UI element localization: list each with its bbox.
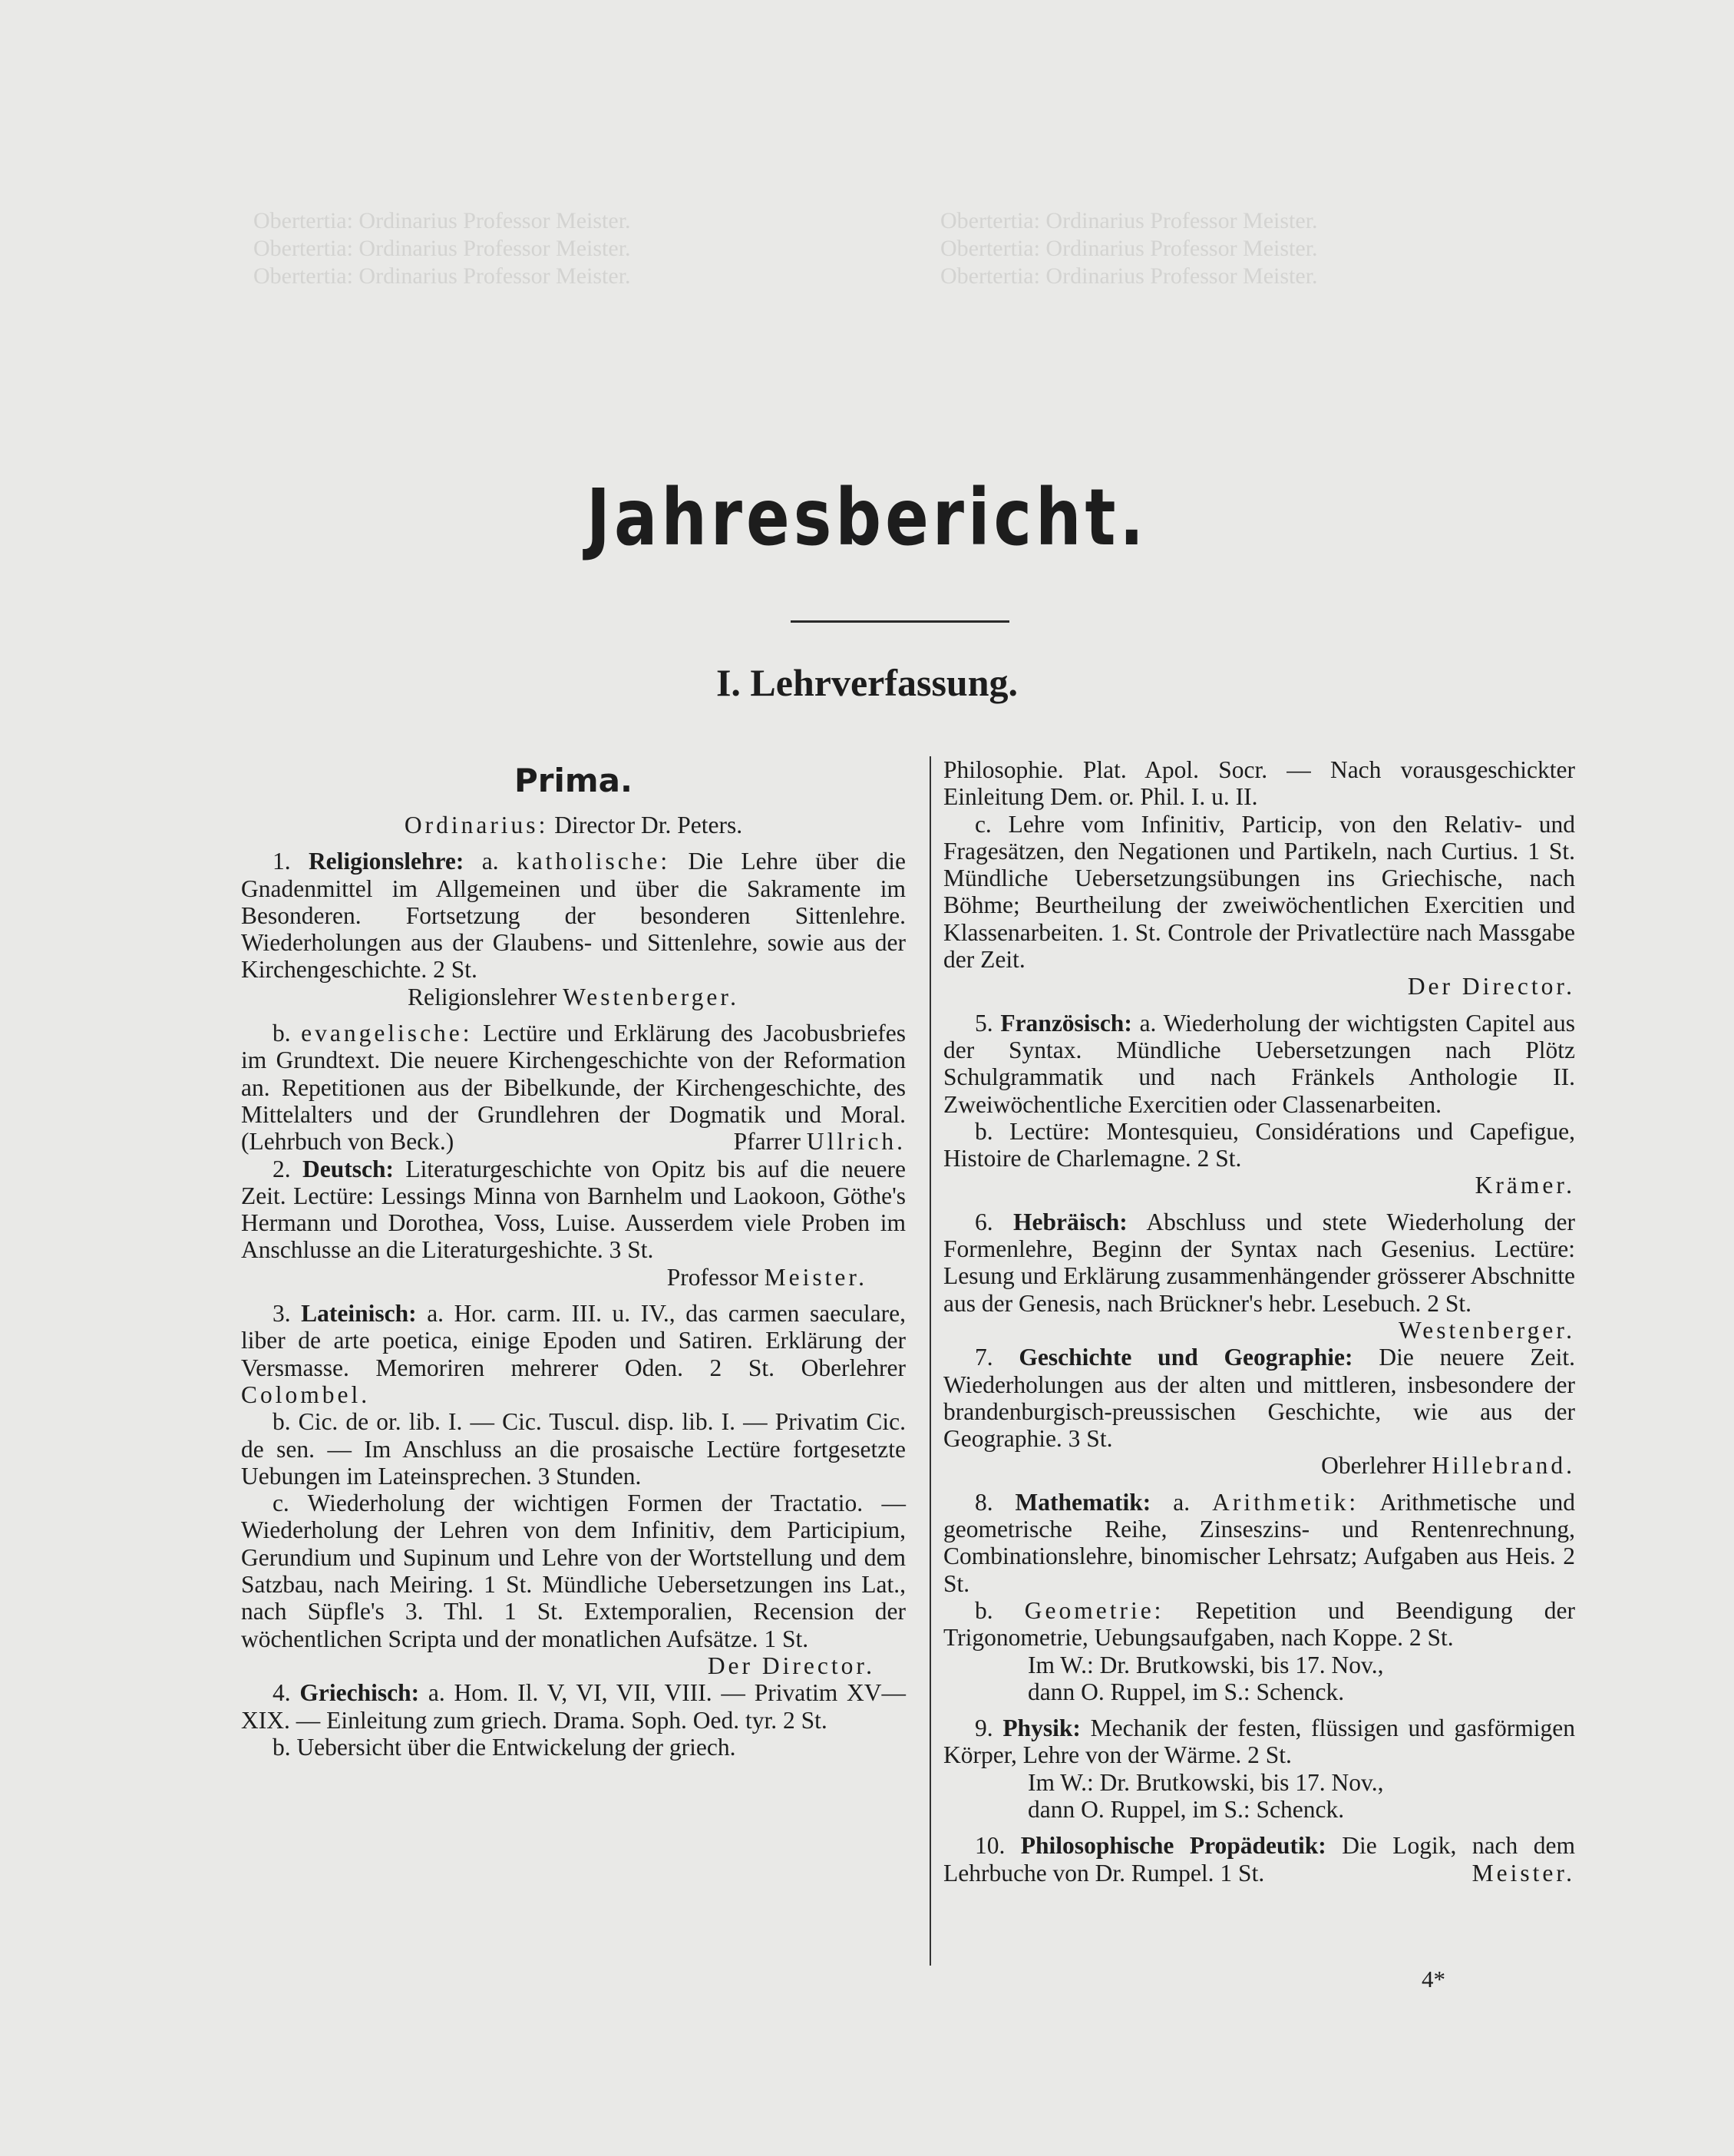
subject-text: Lectüre und Erklärung des Jacobusbriefes im Grundtext. Die neuere Kirchengeschichte von der Reformation an. Repetitionen aus der Bibelkunde, der Kirchengeschichte, des Mittelalters und der Grundlehren der Dogmatik und Moral. (Lehrbuch von Beck.) bbox=[241, 1020, 907, 1156]
bleed-through-right bbox=[940, 207, 1554, 290]
subject-religion-evangelical bbox=[241, 1020, 906, 1155]
teacher-line bbox=[241, 1264, 906, 1291]
item-letter: b. bbox=[974, 1596, 993, 1624]
teacher-name: Meister. bbox=[1471, 1859, 1575, 1886]
teacher-name: Ullrich. bbox=[806, 1128, 906, 1156]
item-number: 5. bbox=[974, 1009, 993, 1037]
item-letter: b. bbox=[272, 1020, 291, 1047]
subject-greek bbox=[241, 1679, 906, 1734]
subject-name: Hebräisch: bbox=[1012, 1208, 1128, 1235]
teacher-name: Der Director. bbox=[1407, 973, 1575, 1000]
subject-text: a. Wiederholung der wichtigsten Capitel aus der Syntax. Mündliche Uebersetzungen nach Plötz Schulgrammatik und nach Fränkels Anthologie II. Zweiwöchentliche Exercitien oder Classenarbeiten. bbox=[943, 1009, 1575, 1118]
item-number: 9. bbox=[974, 1715, 993, 1742]
item-number: 4. bbox=[272, 1679, 291, 1707]
subject-name: Religionslehre: bbox=[308, 848, 464, 875]
subject-name: Deutsch: bbox=[302, 1155, 394, 1182]
teacher-line bbox=[943, 973, 1575, 1000]
subject-name: Griechisch: bbox=[299, 1679, 420, 1707]
teacher-prefix: Religionslehrer bbox=[407, 983, 557, 1010]
subject-text: Die neuere Zeit. Wiederholungen aus der alten und mittleren, insbesondere der brandenburgisch-preussischen Geschichte, wie aus der Geographie. 3 St. bbox=[943, 1344, 1576, 1453]
subject-name: Lateinisch: bbox=[301, 1300, 417, 1328]
subject-text: Die Logik, nach dem Lehrbuche von Dr. Rumpel. 1 St. bbox=[943, 1832, 1576, 1886]
subject-name: Philosophische Propädeutik: bbox=[1020, 1832, 1326, 1860]
greek-continuation: Philosophie. Plat. Apol. Socr. — Nach vorausgeschickter Einleitung Dem. or. Phil. I. u. II. bbox=[943, 756, 1575, 811]
subsection-label: Arithmetik: bbox=[1212, 1488, 1359, 1516]
item-number: 10. bbox=[974, 1832, 1006, 1860]
bleed-through-left bbox=[253, 207, 883, 290]
teacher-name: Meister. bbox=[764, 1263, 867, 1291]
subject-text: a. Hom. Il. V, VI, VII, VIII. — Privatim XV—XIX. — Einleitung zum griech. Drama. Soph. Oed. tyr. 2 St. bbox=[241, 1679, 907, 1734]
subsection-label: Geometrie: bbox=[1024, 1596, 1164, 1624]
bleed-through-line: Obertertia: Ordinarius Professor Meister. bbox=[940, 208, 1318, 233]
subject-latin bbox=[241, 1300, 906, 1408]
left-column bbox=[241, 756, 906, 1761]
subject-hebrew bbox=[943, 1208, 1576, 1344]
teacher-prefix: Oberlehrer bbox=[801, 1354, 906, 1381]
teacher-line: Im W.: Dr. Brutkowski, bis 17. Nov., bbox=[1028, 1768, 1384, 1796]
teacher-line: dann O. Ruppel, im S.: Schenck. bbox=[1028, 1678, 1345, 1705]
right-column bbox=[943, 756, 1575, 1886]
teacher-line bbox=[702, 1128, 906, 1155]
teacher-name: Colombel. bbox=[241, 1381, 371, 1408]
bleed-through-line: Obertertia: Ordinarius Professor Meister. bbox=[940, 263, 1318, 289]
ordinarius-value: Director Dr. Peters. bbox=[554, 812, 743, 838]
item-number: 7. bbox=[974, 1344, 993, 1371]
teacher-name: Hillebrand. bbox=[1432, 1452, 1575, 1480]
ordinarius-label: Ordinarius: bbox=[404, 812, 549, 838]
teacher-line bbox=[241, 984, 906, 1010]
section-heading: I. Lehrverfassung. bbox=[715, 661, 1019, 704]
teacher-prefix: Pfarrer bbox=[733, 1128, 801, 1156]
item-number: 2. bbox=[272, 1155, 291, 1182]
subject-name: Französisch: bbox=[1000, 1009, 1132, 1037]
subject-history bbox=[943, 1344, 1575, 1452]
item-number: 8. bbox=[974, 1488, 993, 1516]
teacher-name: Krämer. bbox=[1475, 1172, 1575, 1199]
bleed-through-line: Obertertia: Ordinarius Professor Meister. bbox=[253, 236, 631, 261]
item-letter: a. bbox=[1173, 1488, 1191, 1516]
subject-text: Mechanik der festen, flüssigen und gasförmigen Körper, Lehre von der Wärme. 2 St. bbox=[943, 1715, 1576, 1769]
bleed-through-line: Obertertia: Ordinarius Professor Meister. bbox=[253, 208, 631, 233]
item-number: 1. bbox=[272, 848, 291, 875]
subject-text: Arithmetische und geometrische Reihe, Zinseszins- und Rentenrechnung, Combinationslehre, binomischer Lehrsatz; Aufgaben aus Heis. 2 St. bbox=[943, 1488, 1576, 1597]
subject-mathematics bbox=[943, 1489, 1575, 1597]
subject-name: Physik: bbox=[1002, 1715, 1081, 1742]
page-title: Jahresbericht. bbox=[586, 472, 1148, 564]
subject-religion bbox=[241, 848, 906, 983]
item-letter: a. bbox=[481, 848, 499, 875]
subject-philosophy bbox=[943, 1832, 1575, 1886]
subject-greek-b: b. Uebersicht über die Entwickelung der griech. bbox=[272, 1733, 736, 1761]
teacher-name: Der Director. bbox=[707, 1652, 875, 1679]
teacher-line: Im W.: Dr. Brutkowski, bis 17. Nov., bbox=[1028, 1651, 1384, 1678]
subject-latin-c bbox=[241, 1490, 906, 1679]
ordinarius-line bbox=[241, 812, 906, 838]
class-heading: Prima. bbox=[514, 762, 632, 799]
teacher-prefix: Professor bbox=[666, 1263, 758, 1291]
item-number: 6. bbox=[974, 1208, 993, 1235]
item-number: 3. bbox=[272, 1300, 291, 1328]
subsection-label: katholische: bbox=[516, 848, 671, 875]
subject-german bbox=[241, 1156, 906, 1264]
subject-text: c. Wiederholung der wichtigen Formen der Tractatio. — Wiederholung der Lehren von dem Infinitiv, dem Participium, Gerundium und Supinum und Lehre von der Wortstellung und dem Satzbau, nach Meiring. 1 St. Mündliche Uebersetzungen ins Lat., nach Süpfle's 3. Thl. 1 St. Extemporalien, Recension der wöchentlichen Scripta und der monatlichen Aufsätze. 1 St. bbox=[241, 1490, 906, 1652]
subject-text: Abschluss und stete Wiederholung der Formenlehre, Beginn der Syntax nach Gesenius. Lectüre: Lesung und Erklärung zusammenhängender grösserer Abschnitte aus der Genesis, nach Brückner's hebr. Lesebuch. 2 St. bbox=[943, 1208, 1576, 1317]
subject-text: Die Lehre über die Gnadenmittel im Allgemeinen und über die Sakramente im Besonderen. Fortsetzung der besonderen Sittenlehre. Wiederholungen aus der Glaubens- und Sittenlehre, sowie aus der Kirchengeschichte. 2 St. bbox=[241, 848, 907, 984]
subject-latin-b: b. Cic. de or. lib. I. — Cic. Tuscul. disp. lib. I. — Privatim Cic. de sen. — Im Anschluss an die prosaische Lectüre fortgesetzte Uebungen im Lateinsprechen. 3 Stunden. bbox=[241, 1408, 906, 1490]
subsection-label: evangelische: bbox=[301, 1020, 473, 1047]
teacher-name: Westenberger. bbox=[1399, 1316, 1575, 1344]
teacher-name: Westenberger. bbox=[563, 983, 740, 1010]
subject-name: Mathematik: bbox=[1015, 1488, 1151, 1516]
subject-text: a. Hor. carm. III. u. IV., das carmen saeculare, liber de arte poetica, einige Epoden und Satiren. Erklärung der Versmasse. Memoriren mehrerer Oden. 2 St. bbox=[241, 1300, 907, 1381]
page-number: 4* bbox=[1422, 1966, 1445, 1992]
subject-mathematics-b bbox=[943, 1597, 1575, 1652]
teacher-line bbox=[943, 1172, 1575, 1199]
subject-french bbox=[943, 1010, 1575, 1118]
bleed-through-line: Obertertia: Ordinarius Professor Meister. bbox=[940, 236, 1318, 261]
teacher-line: dann O. Ruppel, im S.: Schenck. bbox=[1028, 1795, 1345, 1823]
bleed-through-line: Obertertia: Ordinarius Professor Meister. bbox=[253, 263, 631, 289]
subject-french-b: b. Lectüre: Montesquieu, Considérations und Capefigue, Histoire de Charlemagne. 2 St. bbox=[943, 1117, 1575, 1172]
teacher-prefix: Oberlehrer bbox=[1321, 1452, 1426, 1480]
subject-name: Geschichte und Geographie: bbox=[1019, 1344, 1353, 1371]
subject-physics bbox=[943, 1715, 1575, 1769]
subject-text: Repetition und Beendigung der Trigonometrie, Uebungsaufgaben, nach Koppe. 2 St. bbox=[943, 1596, 1576, 1652]
subject-text: Literaturgeschichte von Opitz bis auf die neuere Zeit. Lectüre: Lessings Minna von Barnhelm und Laokoon, Göthe's Hermann und Dorothea, Voss, Luise. Ausserdem viele Proben im Anschlusse an die Literaturgeshichte. 3 St. bbox=[241, 1155, 906, 1264]
greek-c: c. Lehre vom Infinitiv, Particip, von den Relativ- und Fragesätzen, den Negationen und Partikeln, nach Curtius. 1 St. Mündliche Uebersetzungsübungen ins Griechische, nach Böhme; Beurtheilung der zweiwöchentlichen Exercitien und Klassenarbeiten. 1. St. Controle der Privatlectüre nach Massgabe der Zeit. bbox=[943, 810, 1575, 974]
teacher-line bbox=[943, 1452, 1575, 1479]
column-divider bbox=[930, 756, 931, 1966]
title-rule bbox=[791, 620, 1009, 623]
